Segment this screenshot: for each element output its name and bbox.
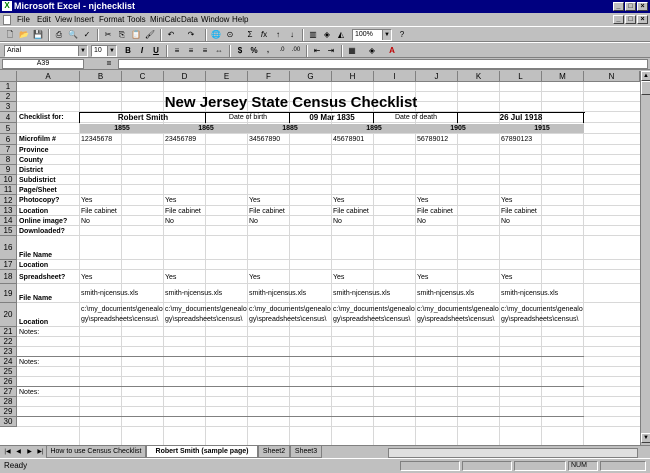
notes-label: Notes: bbox=[19, 328, 40, 336]
sheet-tab-bar bbox=[0, 445, 650, 458]
row-header[interactable]: 5 bbox=[0, 123, 17, 134]
row-label: Photocopy? bbox=[19, 197, 60, 204]
census-year: 1905 bbox=[450, 125, 466, 132]
row-header[interactable]: 9 bbox=[0, 165, 17, 175]
location-path-line2: gy\spreadsheets\census\ bbox=[417, 316, 495, 323]
increase-decimal-icon[interactable]: .0 bbox=[279, 47, 285, 53]
row-header[interactable]: 22 bbox=[0, 337, 17, 347]
minimize-icon[interactable]: _ bbox=[613, 2, 624, 11]
column-header[interactable]: D bbox=[164, 71, 206, 82]
tab-robert-smith[interactable]: Robert Smith (sample page) bbox=[146, 446, 258, 458]
row-label: Microfilm # bbox=[19, 136, 56, 143]
fill-color-icon[interactable]: ◈ bbox=[368, 46, 376, 55]
formula-equals-button[interactable]: = bbox=[106, 59, 112, 68]
row-label: Page/Sheet bbox=[19, 186, 57, 194]
column-header[interactable]: I bbox=[374, 71, 416, 82]
online-image-value: No bbox=[417, 217, 426, 225]
align-center-icon[interactable]: ≡ bbox=[188, 46, 194, 55]
row-header[interactable]: 13 bbox=[0, 206, 17, 216]
file-name-value: smith-njcensus.xls bbox=[249, 290, 307, 297]
paste-icon[interactable]: 📋 bbox=[131, 30, 141, 39]
row-label: Online image? bbox=[19, 217, 68, 225]
status-text: Ready bbox=[4, 461, 28, 470]
microfilm-value: 67890123 bbox=[501, 136, 533, 143]
microfilm-value: 34567890 bbox=[249, 136, 281, 143]
photocopy-value: Yes bbox=[249, 197, 261, 204]
file-name-value: smith-njcensus.xls bbox=[81, 290, 139, 297]
dob-label: Date of birth bbox=[228, 114, 268, 121]
microfilm-value: 56789012 bbox=[417, 136, 449, 143]
merge-center-icon[interactable]: ⇔ bbox=[215, 46, 223, 55]
row-header[interactable]: 2 bbox=[0, 92, 17, 102]
redo-icon[interactable]: ↷ bbox=[187, 30, 195, 39]
dob-value: 09 Mar 1835 bbox=[309, 113, 355, 122]
location-path-line1: c:\my_documents\genealo bbox=[81, 306, 163, 313]
row-header[interactable]: 30 bbox=[0, 417, 17, 427]
column-header[interactable]: B bbox=[80, 71, 122, 82]
row-header[interactable]: 1 bbox=[0, 82, 17, 92]
notes-label: Notes: bbox=[19, 388, 40, 396]
row-header[interactable]: 25 bbox=[0, 367, 17, 377]
tab-how-to-use[interactable]: How to use Census Checklist bbox=[46, 446, 146, 458]
standard-toolbar bbox=[0, 26, 650, 42]
online-image-value: No bbox=[81, 217, 90, 225]
num-lock-indicator: NUM bbox=[568, 461, 598, 471]
dod-label: Date of death bbox=[394, 114, 438, 121]
percent-icon[interactable]: % bbox=[250, 46, 258, 55]
print-icon[interactable]: ⎙ bbox=[55, 30, 63, 39]
row-header[interactable]: 8 bbox=[0, 155, 17, 165]
location-path-line2: gy\spreadsheets\census\ bbox=[81, 316, 159, 323]
row-header[interactable]: 24 bbox=[0, 357, 17, 367]
menu-file[interactable]: File bbox=[17, 15, 30, 24]
file-name-value: smith-njcensus.xls bbox=[165, 290, 223, 297]
copy-icon[interactable]: ⎘ bbox=[118, 30, 126, 39]
align-right-icon[interactable]: ≡ bbox=[202, 46, 208, 55]
location-path-line2: gy\spreadsheets\census\ bbox=[333, 316, 411, 323]
row-header[interactable]: 18 bbox=[0, 270, 17, 284]
menu-insert[interactable]: Insert bbox=[74, 15, 95, 24]
row-header[interactable]: 17 bbox=[0, 260, 17, 270]
first-sheet-icon[interactable]: |◀ bbox=[4, 449, 11, 455]
row-header[interactable]: 16 bbox=[0, 236, 17, 260]
microfilm-value: 45678901 bbox=[333, 136, 365, 143]
scroll-thumb[interactable] bbox=[641, 81, 650, 95]
save-icon[interactable]: 💾 bbox=[33, 30, 43, 39]
photocopy-value: Yes bbox=[417, 197, 429, 204]
menu-edit[interactable]: Edit bbox=[37, 15, 51, 24]
row-header[interactable]: 20 bbox=[0, 303, 17, 327]
excel-logo-icon: X bbox=[2, 1, 12, 11]
row-label: Location bbox=[19, 262, 49, 269]
maximize-icon[interactable]: □ bbox=[625, 2, 636, 11]
spreadsheet-value: Yes bbox=[165, 273, 177, 281]
drawing-icon[interactable]: ◭ bbox=[337, 30, 345, 39]
row-header[interactable]: 4 bbox=[0, 112, 17, 123]
cut-icon[interactable]: ✂ bbox=[104, 30, 112, 39]
open-icon[interactable]: 📂 bbox=[19, 30, 29, 39]
location-path-line1: c:\my_documents\genealo bbox=[417, 306, 499, 313]
chart-wizard-icon[interactable]: ▥ bbox=[309, 30, 317, 39]
row-header[interactable]: 3 bbox=[0, 102, 17, 112]
spreadsheet-value: Yes bbox=[417, 273, 429, 281]
doc-minimize-icon[interactable]: _ bbox=[613, 15, 624, 24]
row-label: Subdistrict bbox=[19, 176, 56, 184]
location-value: File cabinet bbox=[81, 207, 117, 215]
column-header[interactable]: F bbox=[248, 71, 290, 82]
window-title: Microsoft Excel - njchecklist bbox=[14, 1, 136, 11]
status-bar bbox=[0, 458, 650, 472]
location-path-line1: c:\my_documents\genealo bbox=[249, 306, 331, 313]
menu-minicalc[interactable]: MiniCalc bbox=[150, 15, 181, 24]
font-color-icon[interactable]: A bbox=[389, 46, 395, 55]
spreadsheet-value: Yes bbox=[249, 273, 261, 281]
name-box[interactable]: A39 bbox=[2, 59, 84, 69]
row-header[interactable]: 11 bbox=[0, 185, 17, 195]
row-header[interactable]: 15 bbox=[0, 226, 17, 236]
underline-button[interactable]: U bbox=[153, 46, 159, 55]
select-all-corner[interactable] bbox=[0, 71, 17, 82]
map-icon[interactable]: ◈ bbox=[323, 30, 331, 39]
census-year: 1855 bbox=[114, 125, 130, 132]
doc-icon[interactable] bbox=[3, 15, 11, 25]
sort-asc-icon[interactable]: ↑ bbox=[276, 30, 280, 39]
menu-help[interactable]: Help bbox=[232, 15, 249, 24]
file-name-value: smith-njcensus.xls bbox=[333, 290, 391, 297]
online-image-value: No bbox=[501, 217, 510, 225]
location-value: File cabinet bbox=[501, 207, 537, 215]
location-path-line1: c:\my_documents\genealo bbox=[501, 306, 583, 313]
menu-bar bbox=[0, 13, 650, 26]
spelling-icon[interactable]: ✓ bbox=[83, 30, 91, 39]
menu-tools[interactable]: Tools bbox=[127, 15, 146, 24]
tab-sheet2[interactable]: Sheet2 bbox=[258, 446, 290, 458]
microfilm-value: 12345678 bbox=[81, 136, 113, 143]
location-value: File cabinet bbox=[333, 207, 369, 215]
row-label: District bbox=[19, 166, 44, 174]
row-header[interactable]: 28 bbox=[0, 397, 17, 407]
menu-format[interactable]: Format bbox=[99, 15, 125, 24]
row-label: Downloaded? bbox=[19, 227, 65, 235]
row-header[interactable]: 6 bbox=[0, 134, 17, 145]
photocopy-value: Yes bbox=[333, 197, 345, 204]
font-select[interactable]: Arial ▼ bbox=[4, 45, 88, 57]
help-icon[interactable]: ? bbox=[399, 30, 405, 39]
sheet-title: New Jersey State Census Checklist bbox=[164, 94, 418, 111]
undo-icon[interactable]: ↶ bbox=[167, 30, 175, 39]
person-name: Robert Smith bbox=[117, 113, 169, 122]
row-header[interactable]: 29 bbox=[0, 407, 17, 417]
location-value: File cabinet bbox=[417, 207, 453, 215]
row-header[interactable]: 14 bbox=[0, 216, 17, 226]
notes-label: Notes: bbox=[19, 358, 40, 366]
row-header[interactable]: 19 bbox=[0, 284, 17, 303]
row-label: File Name bbox=[19, 295, 53, 302]
decrease-indent-icon[interactable]: ⇤ bbox=[313, 46, 321, 55]
column-header[interactable]: G bbox=[290, 71, 332, 82]
hyperlink-icon[interactable]: 🌐 bbox=[211, 30, 221, 39]
function-icon[interactable]: fx bbox=[260, 30, 268, 39]
row-label: Province bbox=[19, 146, 49, 154]
row-header[interactable]: 27 bbox=[0, 387, 17, 397]
location-path-line2: gy\spreadsheets\census\ bbox=[501, 316, 579, 323]
row-header[interactable]: 10 bbox=[0, 175, 17, 185]
online-image-value: No bbox=[165, 217, 174, 225]
checklist-for-label: Checklist for: bbox=[19, 114, 64, 121]
bold-button[interactable]: B bbox=[125, 46, 131, 55]
increase-indent-icon[interactable]: ⇥ bbox=[327, 46, 335, 55]
location-path-line1: c:\my_documents\genealo bbox=[333, 306, 415, 313]
spreadsheet-value: Yes bbox=[501, 273, 513, 281]
autosum-icon[interactable]: Σ bbox=[247, 30, 253, 39]
print-preview-icon[interactable]: 🔍 bbox=[68, 30, 78, 39]
file-name-value: smith-njcensus.xls bbox=[417, 290, 475, 297]
scroll-down-icon[interactable]: ▼ bbox=[641, 433, 650, 443]
close-icon[interactable]: × bbox=[637, 2, 648, 11]
doc-close-icon[interactable]: × bbox=[637, 15, 648, 24]
row-label: Location bbox=[19, 207, 49, 215]
file-name-value: smith-njcensus.xls bbox=[501, 290, 559, 297]
next-sheet-icon[interactable]: ▶ bbox=[27, 449, 32, 455]
row-label: Spreadsheet? bbox=[19, 273, 66, 281]
menu-view[interactable]: View bbox=[55, 15, 73, 24]
new-icon[interactable]: 🗋 bbox=[6, 30, 14, 39]
row-header[interactable]: 7 bbox=[0, 145, 17, 155]
menu-window[interactable]: Window bbox=[201, 15, 230, 24]
column-header[interactable]: J bbox=[416, 71, 458, 82]
row-header[interactable]: 23 bbox=[0, 347, 17, 357]
column-header[interactable]: K bbox=[458, 71, 500, 82]
row-header[interactable]: 26 bbox=[0, 377, 17, 387]
row-label: County bbox=[19, 156, 44, 164]
photocopy-value: Yes bbox=[501, 197, 513, 204]
location-path-line2: gy\spreadsheets\census\ bbox=[165, 316, 243, 323]
doc-restore-icon[interactable]: □ bbox=[625, 15, 636, 24]
spreadsheet-value: Yes bbox=[81, 273, 93, 281]
tab-sheet3[interactable]: Sheet3 bbox=[290, 446, 322, 458]
location-path-line2: gy\spreadsheets\census\ bbox=[249, 316, 327, 323]
census-year: 1895 bbox=[366, 125, 382, 132]
row-label: Location bbox=[19, 319, 49, 326]
column-header[interactable]: E bbox=[206, 71, 248, 82]
align-left-icon[interactable]: ≡ bbox=[174, 46, 180, 55]
dod-value: 26 Jul 1918 bbox=[499, 113, 543, 122]
web-toolbar-icon[interactable]: ⊙ bbox=[226, 30, 234, 39]
zoom-select[interactable]: 100% ▼ bbox=[352, 29, 392, 41]
formula-input[interactable] bbox=[118, 59, 648, 69]
vertical-scrollbar[interactable] bbox=[640, 71, 650, 445]
location-path-line1: c:\my_documents\genealo bbox=[165, 306, 247, 313]
currency-icon[interactable]: $ bbox=[237, 46, 243, 55]
row-label: File Name bbox=[19, 252, 53, 259]
format-painter-icon[interactable]: 🖌 bbox=[144, 30, 156, 39]
italic-button[interactable]: I bbox=[140, 46, 144, 55]
column-header[interactable]: C bbox=[122, 71, 164, 82]
column-header[interactable]: L bbox=[500, 71, 542, 82]
comma-icon[interactable]: , bbox=[267, 47, 269, 54]
last-sheet-icon[interactable]: ▶| bbox=[37, 449, 44, 455]
spreadsheet-grid[interactable] bbox=[0, 71, 650, 445]
column-header[interactable]: H bbox=[332, 71, 374, 82]
row-header[interactable]: 21 bbox=[0, 327, 17, 337]
photocopy-value: Yes bbox=[165, 197, 177, 204]
column-header[interactable]: A bbox=[17, 71, 80, 82]
online-image-value: No bbox=[333, 217, 342, 225]
location-value: File cabinet bbox=[165, 207, 201, 215]
scroll-up-icon[interactable]: ▲ bbox=[641, 71, 650, 81]
online-image-value: No bbox=[249, 217, 258, 225]
font-size-select[interactable]: 10 ▼ bbox=[91, 45, 117, 57]
census-year: 1915 bbox=[534, 125, 550, 132]
title-bar bbox=[0, 0, 650, 13]
census-year: 1885 bbox=[282, 125, 298, 132]
menu-data[interactable]: Data bbox=[181, 15, 198, 24]
formula-bar bbox=[0, 58, 650, 70]
location-value: File cabinet bbox=[249, 207, 285, 215]
column-header[interactable]: M bbox=[542, 71, 584, 82]
horizontal-scrollbar[interactable] bbox=[388, 448, 638, 458]
microfilm-value: 23456789 bbox=[165, 136, 197, 143]
census-year: 1865 bbox=[198, 125, 214, 132]
formatting-toolbar bbox=[0, 42, 650, 58]
row-header[interactable]: 12 bbox=[0, 195, 17, 206]
borders-icon[interactable]: ▦ bbox=[348, 46, 356, 55]
column-header[interactable]: N bbox=[584, 71, 640, 82]
decrease-decimal-icon[interactable]: .00 bbox=[291, 47, 301, 53]
photocopy-value: Yes bbox=[81, 197, 93, 204]
spreadsheet-value: Yes bbox=[333, 273, 345, 281]
prev-sheet-icon[interactable]: ◀ bbox=[16, 449, 21, 455]
sort-desc-icon[interactable]: ↓ bbox=[290, 30, 294, 39]
